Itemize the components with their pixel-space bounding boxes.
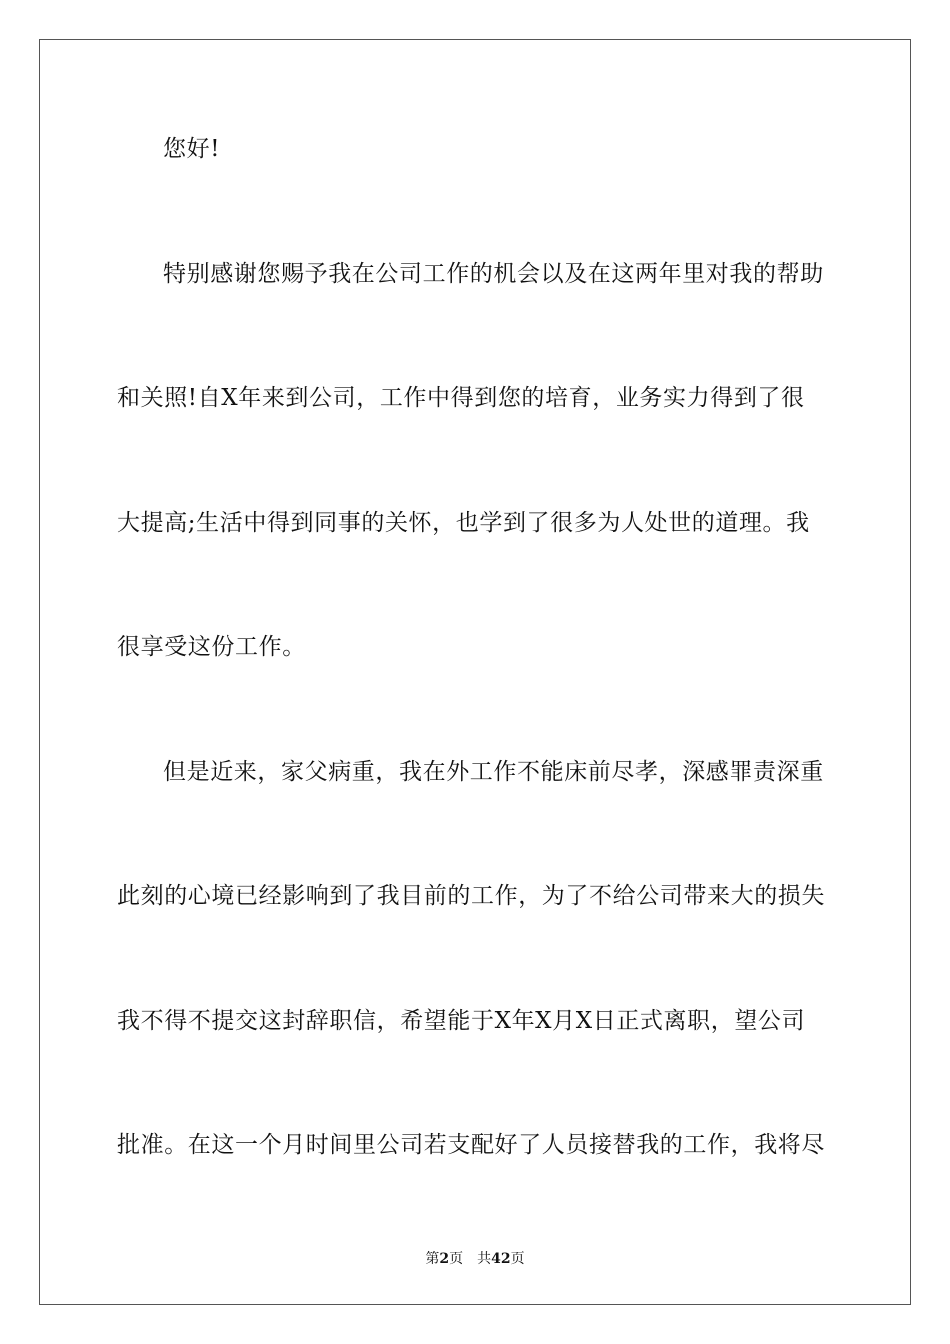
paragraph-line: 大提高;生活中得到同事的关怀，也学到了很多为人处世的道理。我 <box>117 510 810 536</box>
total-label-prefix: 共 <box>477 1251 492 1267</box>
page-label-suffix: 页 <box>449 1251 464 1267</box>
paragraph-line: 我不得不提交这封辞职信，希望能于X年X月X日正式离职，望公司 <box>117 1008 806 1034</box>
paragraph-line: 特别感谢您赐予我在公司工作的机会以及在这两年里对我的帮助 <box>163 261 824 287</box>
greeting: 您好! <box>163 136 221 162</box>
total-pages: 42 <box>491 1251 511 1267</box>
page-footer <box>0 1248 950 1268</box>
page-border <box>39 39 911 1305</box>
total-label-suffix: 页 <box>510 1251 525 1267</box>
page-number: 2 <box>439 1251 450 1267</box>
page-label-prefix: 第 <box>425 1251 440 1267</box>
paragraph-line: 此刻的心境已经影响到了我目前的工作，为了不给公司带来大的损失 <box>117 883 825 909</box>
paragraph-line: 批准。在这一个月时间里公司若支配好了人员接替我的工作，我将尽 <box>117 1132 825 1158</box>
paragraph-line: 但是近来，家父病重，我在外工作不能床前尽孝，深感罪责深重 <box>163 759 824 785</box>
paragraph-line: 和关照!自X年来到公司，工作中得到您的培育，业务实力得到了很 <box>117 385 805 411</box>
paragraph-line: 很享受这份工作。 <box>117 634 306 660</box>
